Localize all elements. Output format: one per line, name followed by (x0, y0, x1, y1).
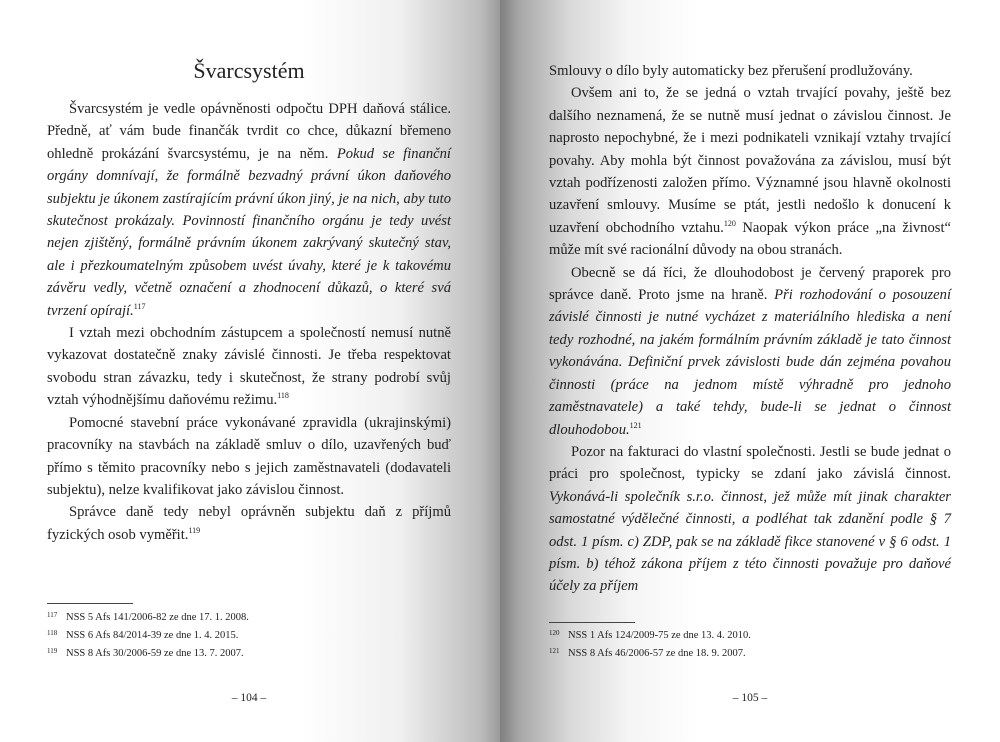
footnote-number: 118 (47, 629, 58, 637)
left-footnotes (47, 609, 451, 663)
footnote-ref: 119 (188, 525, 201, 535)
footnote-ref: 120 (723, 218, 736, 228)
chapter-title: Švarcsystém (193, 58, 305, 83)
footnote (47, 609, 451, 627)
paragraph (47, 98, 451, 322)
footnote (47, 627, 451, 645)
footnote-ref: 121 (629, 420, 642, 430)
footnote (47, 645, 451, 663)
footnote-number: 121 (549, 647, 560, 655)
footnote (549, 645, 951, 663)
text-run: Naopak výkon práce „na živnost“ může mít své racionální důvody na obou stranách. (549, 219, 951, 259)
paragraph (549, 262, 951, 441)
page-number: – 104 – (231, 692, 267, 704)
text-run: I vztah mezi obchodním zástupcem a společností nemusí nutně vykazovat dostatečně znaky závislé činnosti. Je třeba respektovat svobodu stran závazku, tedy i skutečnost, že strany podrobí svůj vztah výhodnějšímu daňovému režimu. (47, 325, 451, 409)
paragraph (47, 322, 451, 412)
text-run: Švarcsystém je vedle opávněnosti odpočtu DPH daňová stálice. Předně, ať vám bude finančák tvrdit co chce, důkazní břemeno ohledně prokázání švarcsystému, je na něm. (47, 101, 451, 162)
footnote-ref: 117 (133, 301, 146, 311)
italic-quote: Při rozhodování o posouzení závislé činnosti je nutné vycházet z materiálního hlediska a není tedy rozhodné, na jakém formálním právním základě je tato činnost vykonávána. Definiční prvek závislosti bude dán zejména povahou činnosti (práce na jednom místě výhradně pro jednoho zaměstnavatele) a také tehdy, bude-li se jednat o činnost dlouhodobou. (549, 287, 951, 438)
paragraph (47, 501, 451, 546)
right-page (500, 0, 1000, 742)
italic-quote: Vykonává-li společník s.r.o. činnost, jež může mít jinak charakter samostatné výdělečné činnosti, a podléhat tak zdanění podle § 7 odst. 1 písm. c) ZDP, pak se na základě fikce stanovené v § 6 odst. 1 písm. b) téhož zákona příjem z této činnosti považuje pro daňové účely za příjem (549, 488, 951, 595)
text-run: Správce daně tedy nebyl oprávněn subjektu daň z příjmů fyzických osob vyměřit. (47, 504, 451, 543)
footnote (549, 627, 951, 645)
footnote-number: 117 (47, 611, 58, 619)
paragraph (549, 441, 951, 598)
text-run: Ovšem ani to, že se jedná o vztah trvající povahy, ještě bez dalšího neznamená, že se nutně musí jednat o závislou činnost. Je naprosto nepochybné, že i mezi podnikateli vznikají vztahy trvající povahy. Aby mohla být činnost považována za závislou, musí být vztah podřízenosti založen přímo. Významné jsou hlavně okolnosti uzavření smlouvy. Musíme se ptát, jestli nedošlo k donucení k uzavření obchodního vztahu. (549, 85, 951, 236)
footnote-text: NSS 8 Afs 46/2006-57 ze dne 18. 9. 2007. (568, 648, 746, 659)
paragraph (47, 412, 451, 502)
footnote-ref: 118 (277, 391, 289, 401)
paragraph (549, 60, 951, 82)
footnote-number: 120 (549, 629, 560, 637)
footnote-text: NSS 1 Afs 124/2009-75 ze dne 13. 4. 2010. (568, 630, 751, 641)
right-body-text (549, 60, 951, 598)
left-body-text (47, 98, 451, 546)
right-footnotes (549, 627, 951, 663)
page-number: – 105 – (732, 692, 768, 704)
footnote-text: NSS 5 Afs 141/2006-82 ze dne 17. 1. 2008. (66, 612, 249, 623)
italic-quote: Pokud se finanční orgány domnívají, že formálně bezvadný právní úkon daňového subjektu je úkonem zastírajícím právní úkon jiný, je na nich, aby tuto skutečnost prokázaly. Povinností finančního orgánu je tedy uvést nejen zjištěný, formálně právním úkonem zakrývaný skutečný stav, ale i přezkoumatelným způsobem uvést úvahy, které je k takovému závěru vedly, včetně označení a zhodnocení důkazů, o které svá tvrzení opírají. (47, 145, 451, 319)
text-run: Obecně se dá říci, že dlouhodobost je červený praporek pro správce daně. Proto jsme na hraně. (549, 264, 951, 304)
footnote-text: NSS 6 Afs 84/2014-39 ze dne 1. 4. 2015. (66, 630, 239, 641)
text-run: Pomocné stavební práce vykonávané zpravidla (ukrajinskými) pracovníky na stavbách na základě smluv o dílo, uzavřených buď přímo s těmito pracovníky nebo s jejich zaměstnavateli (dodavateli subjektu), nelze kvalifikovat jako závislou činnost. (47, 414, 451, 498)
text-run: Smlouvy o dílo byly automaticky bez přerušení prodlužovány. (549, 63, 913, 79)
text-run: Pozor na fakturaci do vlastní společnosti. Jestli se bude jednat o práci pro společnost, typicky se zdaní jako závislá činnost. (549, 443, 951, 483)
footnote-rule (549, 622, 635, 623)
footnote-number: 119 (47, 647, 58, 655)
footnote-rule (47, 603, 133, 604)
footnote-text: NSS 8 Afs 30/2006-59 ze dne 13. 7. 2007. (66, 648, 244, 659)
paragraph (549, 82, 951, 261)
